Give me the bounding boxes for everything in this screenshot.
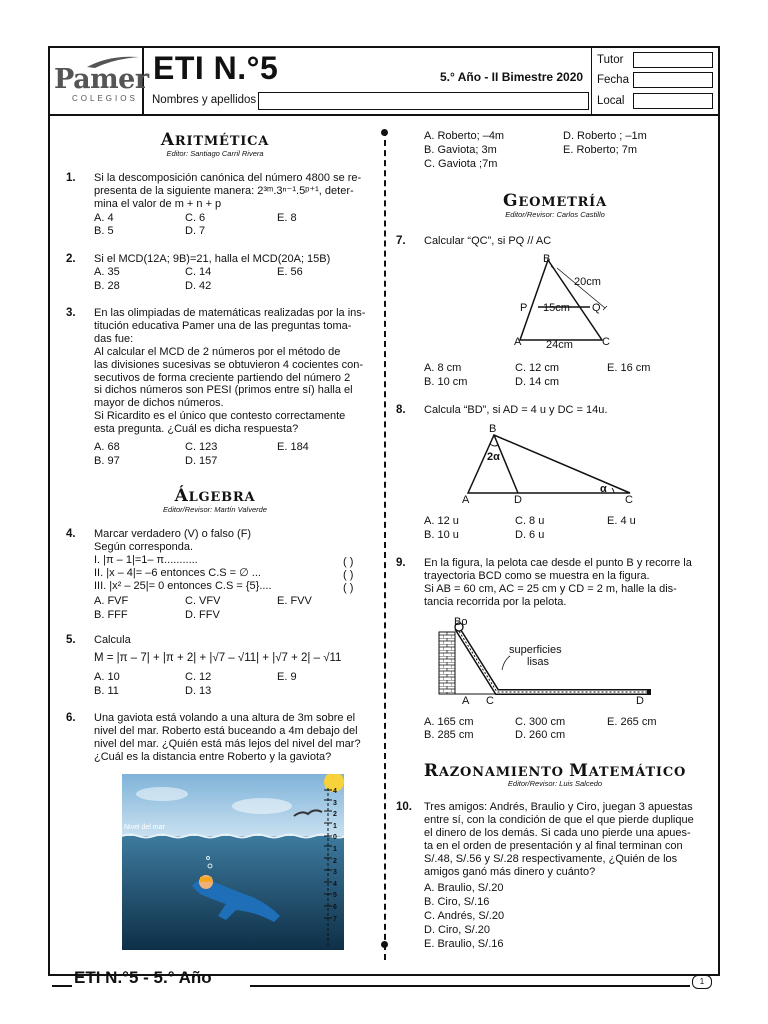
question-9-text: En la figura, la pelota cae desde el punto B y recorre la trayectoria BCD como se muestra en la figura. Si AB = 60 cm, AC = 25 cm y CD = 2 m, halle la dis- tancia recorrida por la pelota. [424, 557, 692, 608]
q1-option-d[interactable]: D. 7 [185, 225, 206, 237]
q4-item-2: II. |x – 4|= –6 entonces C.S = ∅ ... [94, 566, 261, 579]
section-editor-razonamiento: Editor/Revisor: Luis Salcedo [507, 779, 603, 788]
logo-sub: COLEGIOS [72, 94, 138, 103]
question-5-text: Calcula [94, 634, 131, 646]
q7-option-d[interactable]: D. 14 cm [515, 376, 560, 388]
q9-option-a[interactable]: A. 165 cm [424, 716, 474, 728]
q7-option-e[interactable]: E. 16 cm [607, 362, 651, 374]
question-6-text: Una gaviota está volando a una altura de 3m sobre el nivel del mar. Roberto está buceando a 4m debajo del nivel del mar. ¿Quién está más lejos del nivel del mar? ¿Cuál es la distancia entre Roberto y la gaviota? [94, 712, 361, 763]
question-number-7: 7. [396, 235, 406, 247]
q1-option-a[interactable]: A. 4 [94, 212, 114, 224]
q4-option-d[interactable]: D. FFV [185, 609, 220, 621]
question-8-text: Calcula “BD”, si AD = 4 u y DC = 14u. [424, 404, 608, 416]
q2-option-d[interactable]: D. 42 [185, 280, 212, 292]
q6-option-a[interactable]: A. Roberto; –4m [424, 130, 505, 142]
q7-option-b[interactable]: B. 10 cm [424, 376, 468, 388]
q1-option-c[interactable]: C. 6 [185, 212, 206, 224]
q9-label-a: A [462, 695, 470, 707]
q9-label-surfaces-2: lisas [527, 656, 550, 668]
question-1-text: Si la descomposición canónica del número 4800 se re- presenta de la siguiente manera: 2³ᵐ.3ⁿ⁻¹.5ᵖ⁺¹, deter- mina el valor de m + n + p [94, 172, 362, 210]
q4-option-a[interactable]: A. FVF [94, 595, 129, 607]
names-label: Nombres y apellidos [152, 94, 257, 106]
q10-option-b[interactable]: B. Ciro, S/.16 [424, 896, 490, 908]
question-number-2: 2. [66, 253, 76, 265]
q6-option-e[interactable]: E. Roberto; 7m [563, 144, 637, 156]
q1-option-e[interactable]: E. 8 [277, 212, 297, 224]
q3-option-a[interactable]: A. 68 [94, 441, 120, 453]
q2-option-b[interactable]: B. 28 [94, 280, 120, 292]
q8-option-d[interactable]: D. 6 u [515, 529, 545, 541]
q7-label-pq: 15cm [543, 302, 570, 314]
q10-option-a[interactable]: A. Braulio, S/.20 [424, 882, 504, 894]
section-title-aritmetica: ARITMÉTICA [160, 130, 270, 150]
names-field[interactable] [258, 92, 589, 110]
section-editor-geometria: Editor/Revisor: Carlos Castillo [505, 210, 605, 219]
q3-option-e[interactable]: E. 184 [277, 441, 309, 453]
question-number-5: 5. [66, 634, 76, 646]
question-number-3: 3. [66, 307, 76, 319]
q8-label-alpha: α [600, 483, 607, 495]
q8-label-c: C [625, 494, 633, 506]
q4-item-3: III. |x² – 25|= 0 entonces C.S = {5}.... [94, 579, 272, 592]
sea-level-illustration [122, 774, 344, 950]
q4-item-1: I. |π – 1|=1– π........... [94, 553, 198, 566]
q8-label-a: A [462, 494, 470, 506]
q6-option-c[interactable]: C. Gaviota ;7m [424, 158, 498, 170]
q7-option-a[interactable]: A. 8 cm [424, 362, 462, 374]
question-7-text: Calcular “QC”, si PQ // AC [424, 235, 552, 247]
q5-formula: M = |π – 7| + |π + 2| + |√7 – √11| + |√7 + 2| – √11 [94, 652, 342, 664]
fecha-label: Fecha [597, 74, 629, 86]
q9-label-b: Bo [454, 616, 468, 628]
question-number-9: 9. [396, 557, 406, 569]
section-title-algebra: ÁLGEBRA [174, 486, 256, 506]
q7-label-q: Q [592, 302, 601, 314]
q4-paren-2: ( ) [343, 569, 354, 581]
fecha-field[interactable] [633, 72, 713, 88]
header-divider [48, 114, 720, 116]
logo-name: Pamer [54, 64, 149, 95]
q3-option-b[interactable]: B. 97 [94, 455, 120, 467]
question-4-text: Marcar verdadero (V) o falso (F) Según corresponda. I. |π – 1|=1– π........... II. |x – 4|= –6 entonces C.S = ∅ ... III. |x² – 25|= 0 entonces C.S = {5}.... [94, 528, 374, 593]
q6-option-d[interactable]: D. Roberto ; –1m [563, 130, 647, 142]
q7-label-a: A [514, 336, 522, 348]
q4-paren-1: ( ) [343, 556, 354, 568]
page-title: ETI N.°5 [153, 50, 279, 86]
q9-label-d: D [636, 695, 644, 707]
q9-option-e[interactable]: E. 265 cm [607, 716, 657, 728]
q5-option-a[interactable]: A. 10 [94, 671, 120, 683]
q5-option-c[interactable]: C. 12 [185, 671, 212, 683]
pamer-logo [52, 52, 149, 112]
q3-option-d[interactable]: D. 157 [185, 455, 218, 467]
q9-option-d[interactable]: D. 260 cm [515, 729, 566, 741]
q7-label-ac: 24cm [546, 339, 573, 351]
q4-option-e[interactable]: E. FVV [277, 595, 312, 607]
q3-option-c[interactable]: C. 123 [185, 441, 218, 453]
divider-dot-bottom [381, 941, 388, 948]
question-number-8: 8. [396, 404, 406, 416]
q9-option-c[interactable]: C. 300 cm [515, 716, 566, 728]
q10-option-c[interactable]: C. Andrés, S/.20 [424, 910, 505, 922]
q8-option-b[interactable]: B. 10 u [424, 529, 459, 541]
section-editor-algebra: Editor/Revisor: Martín Valverde [163, 505, 267, 514]
divider-dot-top [381, 129, 388, 136]
q10-option-d[interactable]: D. Ciro, S/.20 [424, 924, 491, 936]
question-number-1: 1. [66, 172, 76, 184]
page-number: 1 [692, 975, 712, 989]
footer-line [250, 985, 690, 987]
q7-label-bc: 20cm [574, 276, 601, 288]
q5-option-d[interactable]: D. 13 [185, 685, 212, 697]
question-number-10: 10. [396, 801, 412, 813]
q5-option-e[interactable]: E. 9 [277, 671, 297, 683]
q8-option-a[interactable]: A. 12 u [424, 515, 459, 527]
q9-option-b[interactable]: B. 285 cm [424, 729, 474, 741]
q8-label-d: D [514, 494, 522, 506]
page-subtitle: 5.° Año - II Bimestre 2020 [440, 70, 584, 84]
q4-paren-3: ( ) [343, 582, 354, 594]
q4-option-b[interactable]: B. FFF [94, 609, 128, 621]
tutor-label: Tutor [597, 54, 624, 66]
question-10-text: Tres amigos: Andrés, Braulio y Ciro, juegan 3 apuestas entre sí, con la condición de que el que pierde duplique el dinero de los demás. Si cada uno pierde una apues- ta en el orden de presentación y al final terminan con S/.48, S/.56 y S/.28 respectivamente, ¿Quién de los amigos ganó más dinero y cuánto? [424, 801, 694, 878]
q9-label-c: C [486, 695, 494, 707]
q5-option-b[interactable]: B. 11 [94, 685, 119, 697]
tutor-field[interactable] [633, 52, 713, 68]
q7-option-c[interactable]: C. 12 cm [515, 362, 560, 374]
q4-option-c[interactable]: C. VFV [185, 595, 221, 607]
footer-bar-left [52, 985, 72, 987]
q1-option-b[interactable]: B. 5 [94, 225, 114, 237]
q2-option-c[interactable]: C. 14 [185, 266, 212, 278]
sea-level-label: Nivel del mar [124, 824, 165, 831]
meta-divider [591, 46, 592, 114]
column-divider [384, 130, 386, 960]
local-label: Local [597, 95, 625, 107]
section-editor-aritmetica: Editor: Santiago Carril Rivera [166, 149, 264, 158]
q7-label-c: C [602, 336, 610, 348]
q8-option-e[interactable]: E. 4 u [607, 515, 636, 527]
triangle-figure-q7 [505, 250, 635, 350]
q8-label-2alpha: 2α [487, 451, 500, 463]
q2-option-a[interactable]: A. 35 [94, 266, 120, 278]
footer-title: ETI N.°5 - 5.° Año [74, 968, 212, 987]
local-field[interactable] [633, 93, 713, 109]
question-3-text: En las olimpiadas de matemáticas realizadas por la ins- titución educativa Pamer una de las preguntas toma- das fue: Al calcular el MCD de 2 números por el método de las divisiones sucesivas se obtuvieron 4 cocientes con- secutivos de forma creciente partiendo del número 2 si dichos números son PESI (primos entre sí) halla el mayor de dichos números. Si Ricardito es el único que contesto correctamente esta pregunta. ¿Cuál es dicha respuesta? [94, 307, 366, 436]
q7-label-p: P [520, 302, 528, 314]
q8-option-c[interactable]: C. 8 u [515, 515, 545, 527]
q6-option-b[interactable]: B. Gaviota; 3m [424, 144, 497, 156]
sea-level-scale: 4 3 2 1 0 1 2 3 4 5 6 7 [333, 788, 337, 923]
question-number-4: 4. [66, 528, 76, 540]
section-title-razonamiento: RAZONAMIENTO MATEMÁTICO [423, 761, 687, 781]
triangle-figure-q8 [460, 430, 640, 500]
section-title-geometria: GEOMETRÍA [503, 191, 607, 211]
q7-label-b: B [543, 253, 551, 265]
q10-option-e[interactable]: E. Braulio, S/.16 [424, 938, 504, 950]
question-number-6: 6. [66, 712, 76, 724]
q9-label-surfaces-1: superficies [509, 644, 562, 656]
q8-label-b: B [489, 423, 497, 435]
question-2-text: Si el MCD(12A; 9B)=21, halla el MCD(20A; 15B) [94, 253, 331, 265]
q2-option-e[interactable]: E. 56 [277, 266, 303, 278]
